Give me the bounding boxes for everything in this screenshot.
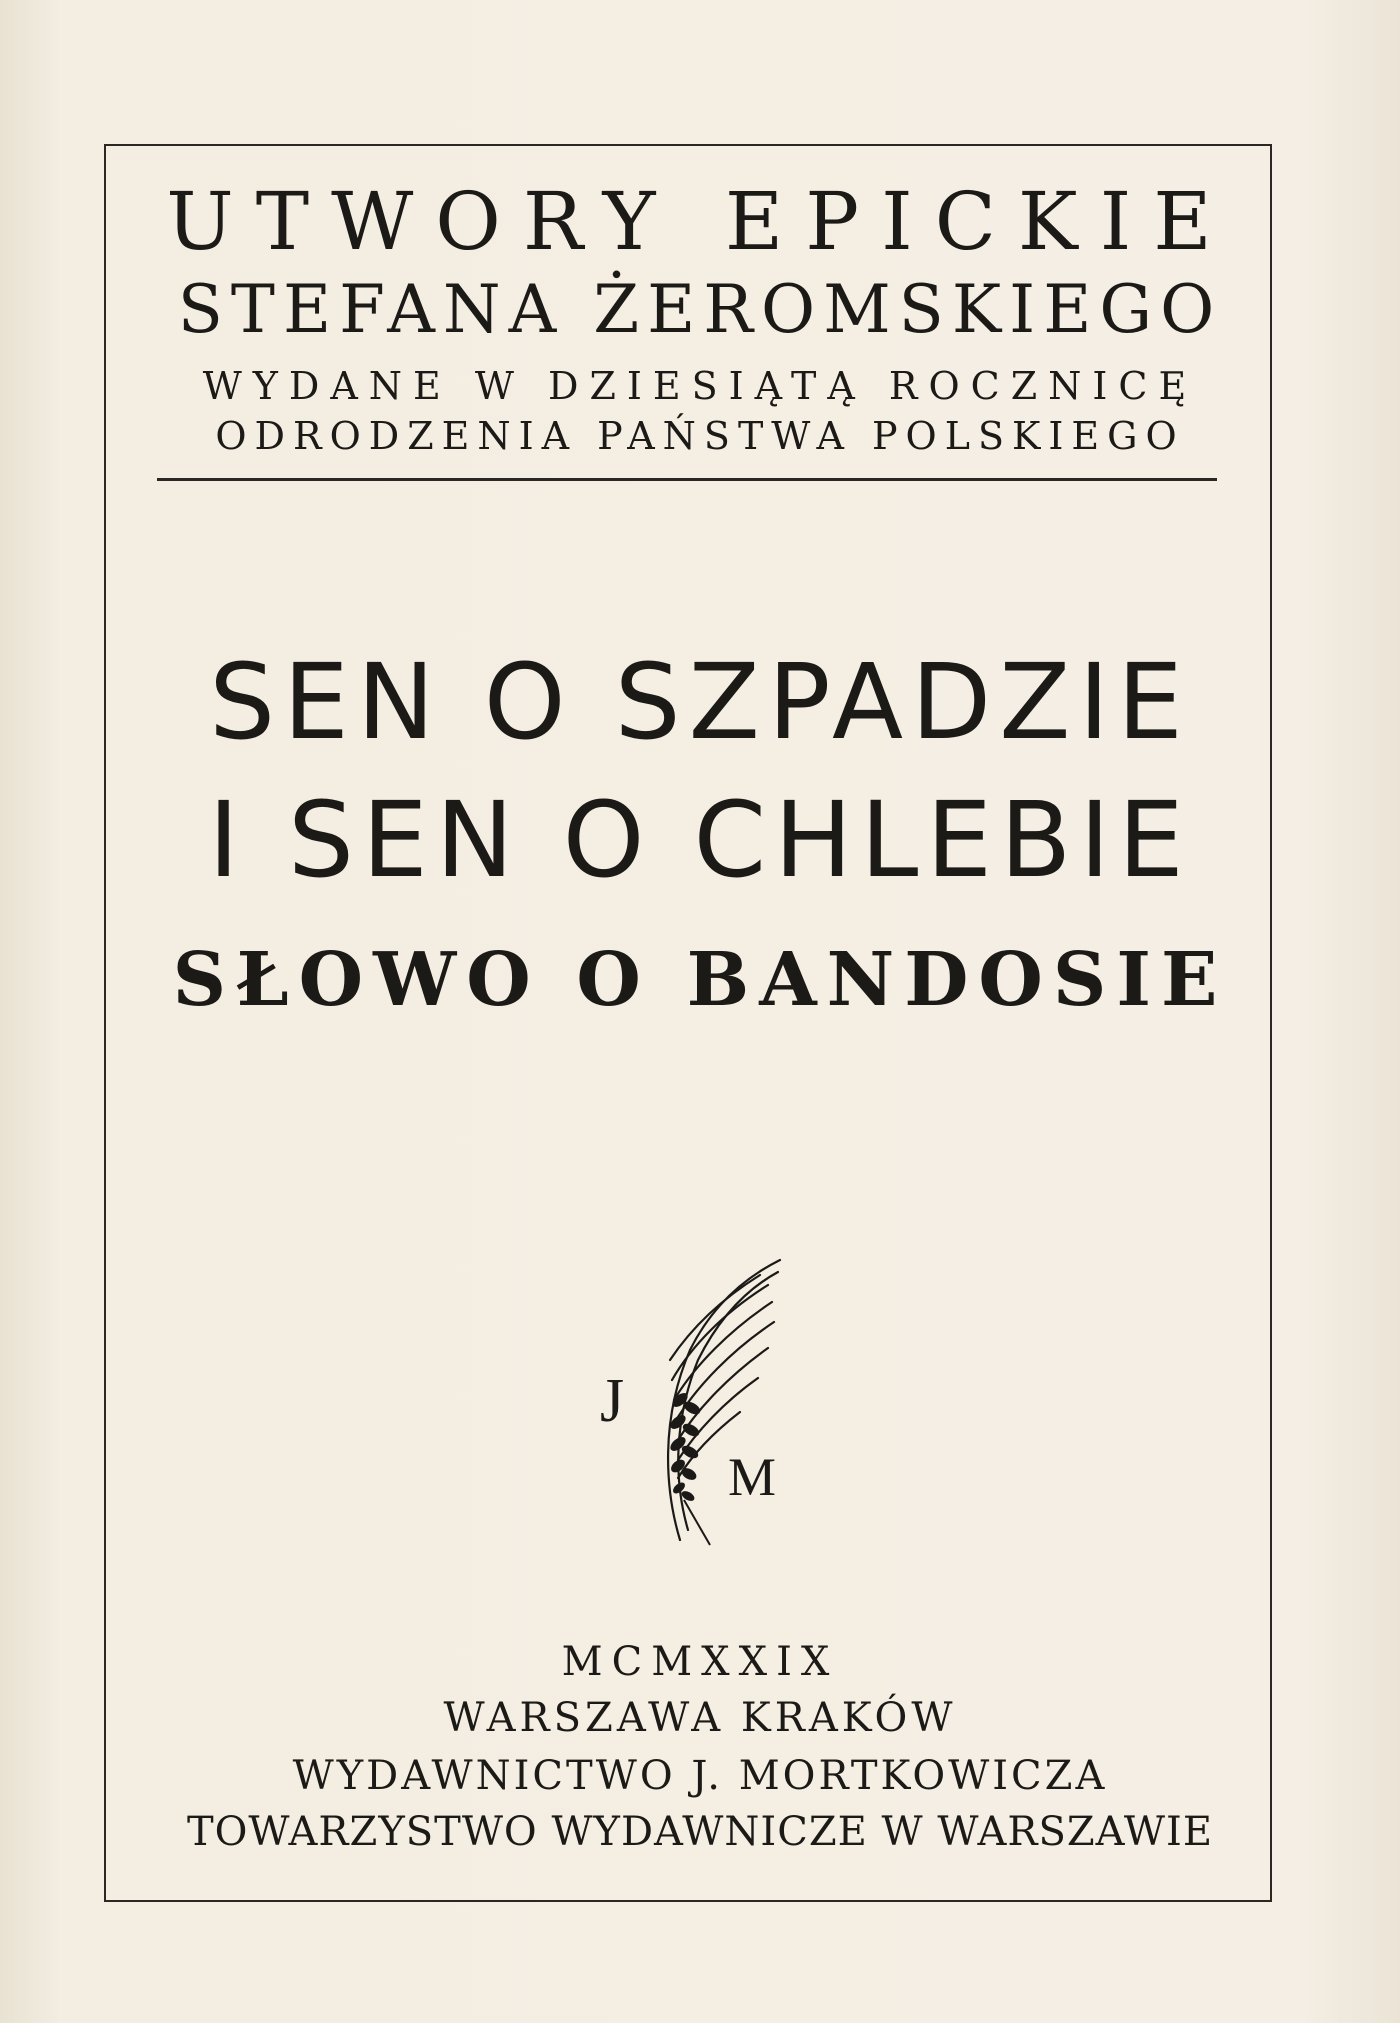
book-title-line-2: I SEN O CHLEBIE xyxy=(208,779,1192,901)
publishing-society: TOWARZYSTWO WYDAWNICZE W WARSZAWIE xyxy=(186,1809,1214,1855)
publisher-name: WYDAWNICTWO J. MORTKOWICZA xyxy=(292,1753,1108,1799)
divider-rule xyxy=(157,478,1217,481)
author-name: STEFANA ŻEROMSKIEGO xyxy=(177,271,1223,348)
publication-cities: WARSZAWA KRAKÓW xyxy=(443,1695,957,1741)
publisher-logo xyxy=(580,1250,800,1550)
book-subtitle: SŁOWO O BANDOSIE xyxy=(172,937,1228,1023)
edition-note-line-1: WYDANE W DZIESIĄTĄ ROCZNICĘ xyxy=(202,364,1198,408)
edition-note-line-2: ODRODZENIA PAŃSTWA POLSKIEGO xyxy=(215,414,1185,458)
book-title-line-1: SEN O SZPADZIE xyxy=(209,641,1191,763)
series-title: UTWORY EPICKIE xyxy=(166,175,1234,268)
publication-year: MCMXXIX xyxy=(561,1639,839,1685)
logo-letter-m: M xyxy=(728,1447,777,1507)
wheat-ear-icon xyxy=(580,1250,800,1550)
logo-letter-j: J xyxy=(600,1367,625,1435)
